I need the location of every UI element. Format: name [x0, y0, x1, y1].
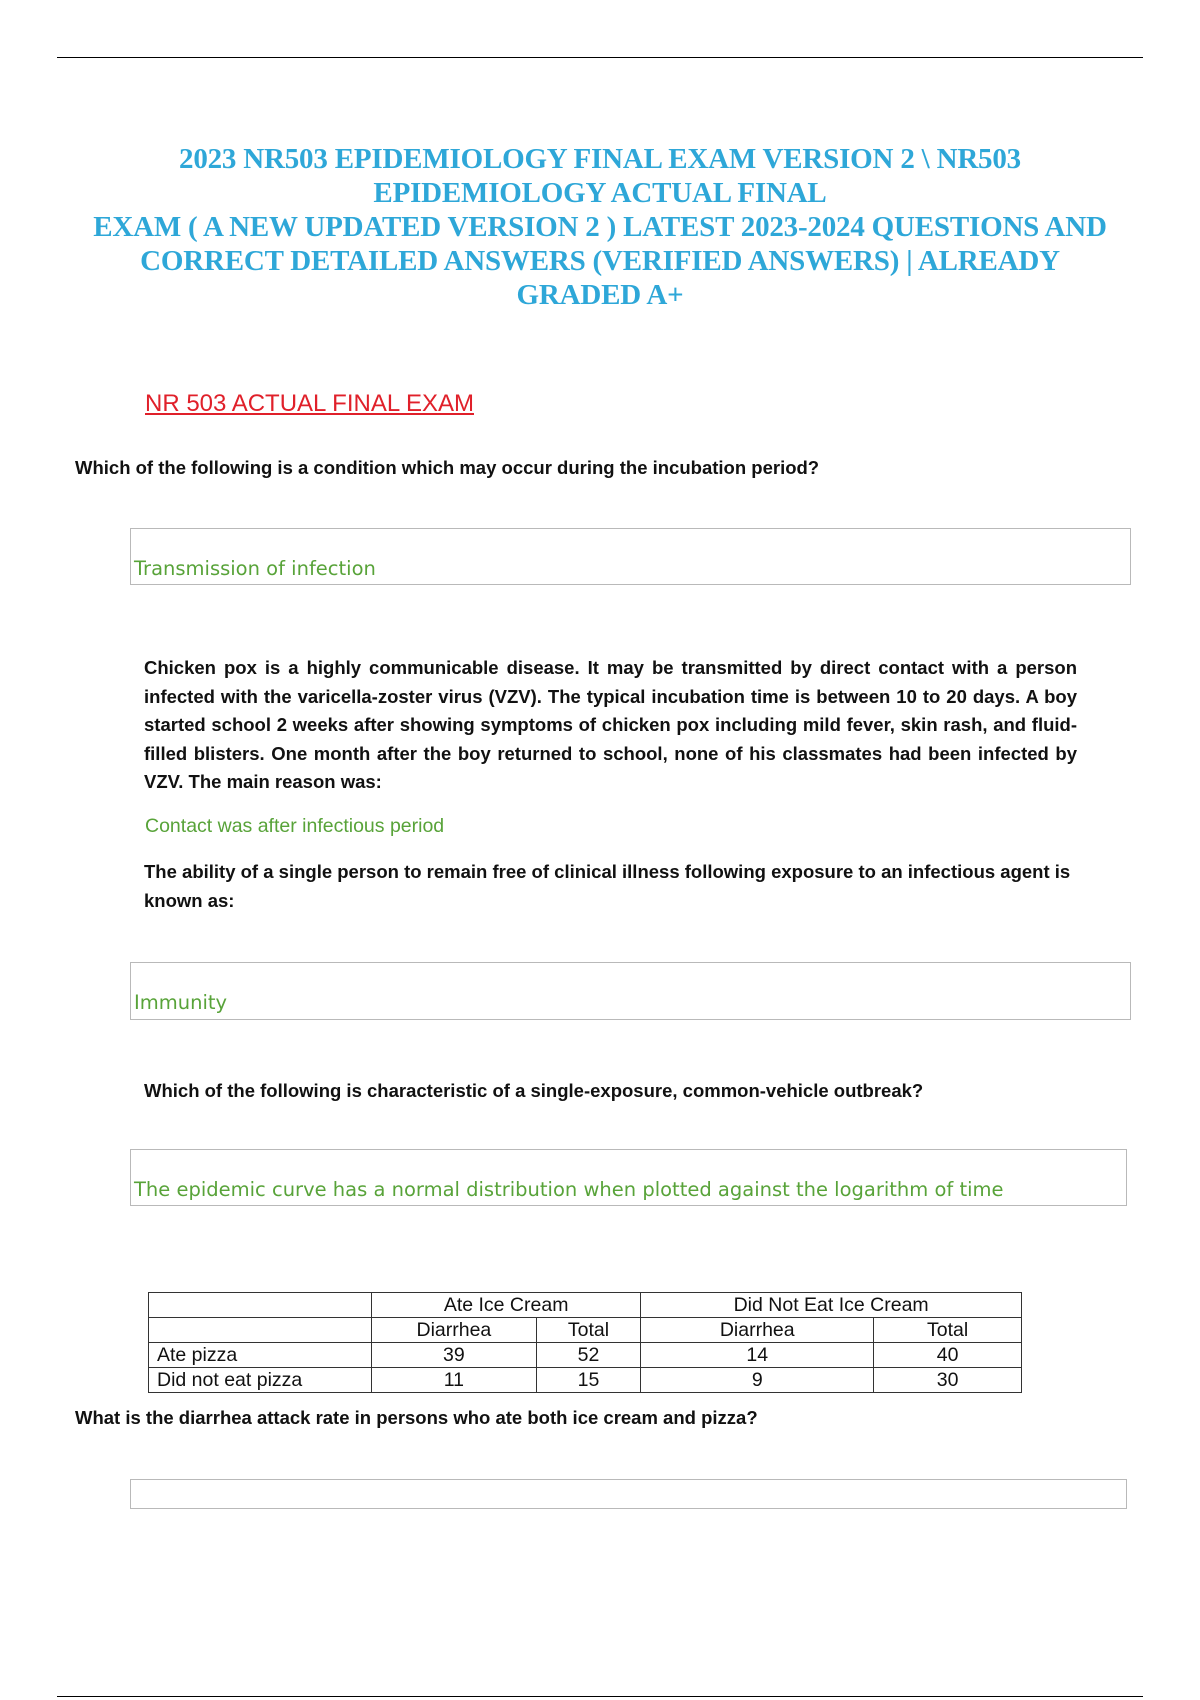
table-subheader: Total	[874, 1318, 1022, 1343]
question-2: Chicken pox is a highly communicable disease. It may be transmitted by direct contact with a person infected with the varicella-zoster virus (VZV). The typical incubation time is between 10 to 20 days. A boy started school 2 weeks after showing symptoms of chicken pox including mild fever, skin rash, and fluid-filled blisters. One month after the boy returned to school, none of his classmates had been infected by VZV. The main reason was:	[144, 657, 1077, 792]
top-rule	[57, 57, 1143, 58]
answer-4: The epidemic curve has a normal distribution when plotted against the logarithm of time	[134, 1178, 1004, 1201]
row-label: Did not eat pizza	[149, 1368, 372, 1393]
table-group-header: Did Not Eat Ice Cream	[641, 1293, 1022, 1318]
table-header-row	[149, 1293, 1022, 1318]
table-row	[149, 1343, 1022, 1368]
answer-2: Contact was after infectious period	[145, 815, 445, 837]
answer-box-3	[130, 962, 1131, 1020]
answer-3: Immunity	[134, 991, 228, 1014]
question-3: The ability of a single person to remain free of clinical illness following exposure to an infectious agent is known as:	[144, 861, 1071, 911]
table-cell: 11	[372, 1368, 537, 1393]
title-line: EXAM ( A NEW UPDATED VERSION 2 ) LATEST 2023-2024 QUESTIONS AND	[93, 211, 1107, 243]
table-subheader: Diarrhea	[641, 1318, 874, 1343]
answer-1: Transmission of infection	[134, 557, 376, 580]
row-label: Ate pizza	[149, 1343, 372, 1368]
document-title	[60, 142, 1140, 312]
table-corner-cell	[149, 1293, 372, 1318]
question-4: Which of the following is characteristic of a single-exposure, common-vehicle outbreak?	[144, 1080, 924, 1101]
attack-rate-table	[148, 1292, 1022, 1393]
table-cell: 15	[536, 1368, 640, 1393]
bottom-rule	[57, 1696, 1143, 1697]
question-5: What is the diarrhea attack rate in persons who ate both ice cream and pizza?	[75, 1407, 758, 1428]
table-cell: 9	[641, 1368, 874, 1393]
title-line: GRADED A+	[516, 279, 684, 311]
table-cell: 52	[536, 1343, 640, 1368]
title-line: 2023 NR503 EPIDEMIOLOGY FINAL EXAM VERSION 2 \ NR503	[179, 143, 1021, 175]
table-cell: 30	[874, 1368, 1022, 1393]
title-line: EPIDEMIOLOGY ACTUAL FINAL	[373, 177, 827, 209]
table-subheader: Total	[536, 1318, 640, 1343]
table-subheader-row	[149, 1318, 1022, 1343]
table-group-header: Ate Ice Cream	[372, 1293, 641, 1318]
table-cell: 14	[641, 1343, 874, 1368]
answer-box-1	[130, 528, 1131, 585]
section-heading: NR 503 ACTUAL FINAL EXAM	[145, 390, 474, 417]
table-cell: 39	[372, 1343, 537, 1368]
table-cell: 40	[874, 1343, 1022, 1368]
table-row	[149, 1368, 1022, 1393]
table-subheader: Diarrhea	[372, 1318, 537, 1343]
answer-box-5	[130, 1479, 1127, 1509]
question-1: Which of the following is a condition which may occur during the incubation period?	[75, 457, 820, 478]
title-line: CORRECT DETAILED ANSWERS (VERIFIED ANSWERS) | ALREADY	[140, 245, 1060, 277]
table-corner-cell	[149, 1318, 372, 1343]
answer-box-4	[130, 1149, 1127, 1206]
